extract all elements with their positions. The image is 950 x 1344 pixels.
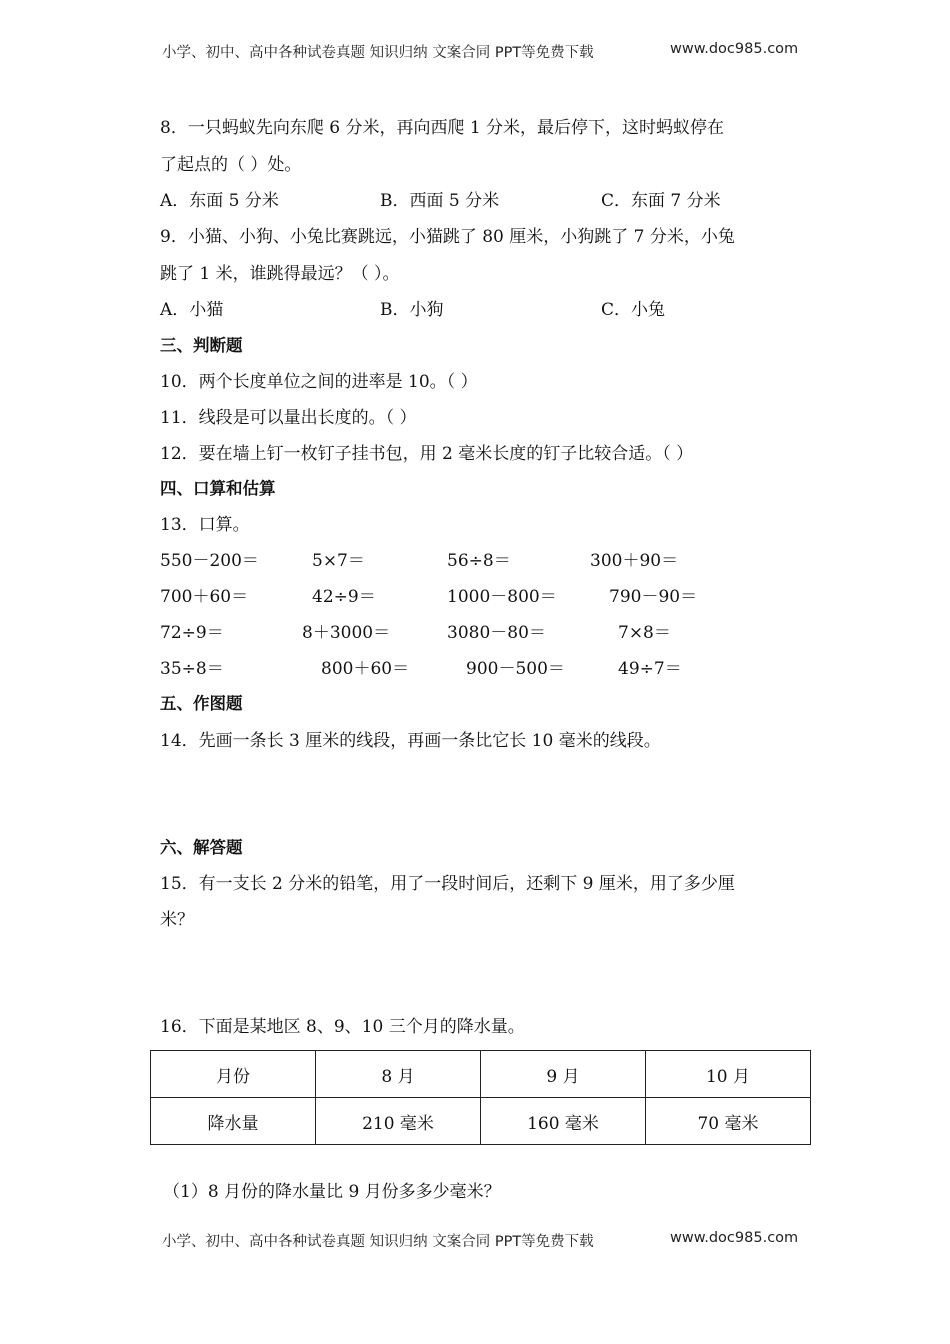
calc-item: 35÷8＝ bbox=[160, 659, 224, 679]
page-footer bbox=[162, 1230, 799, 1251]
table-header-cell: 9 月 bbox=[481, 1051, 646, 1098]
q12: 12．要在墙上钉一枚钉子挂书包，用 2 毫米长度的钉子比较合适。（ ） bbox=[160, 444, 694, 464]
calc-item: 5×7＝ bbox=[312, 551, 365, 571]
footer-url: www.doc985.com bbox=[670, 1230, 799, 1246]
q9-line2: 跳了 1 米，谁跳得最远？（ ）。 bbox=[160, 264, 400, 284]
q8-option-b: B．西面 5 分米 bbox=[380, 191, 500, 211]
q16-sub1: （1）8 月份的降水量比 9 月份多多少毫米？ bbox=[163, 1182, 501, 1202]
calc-item: 56÷8＝ bbox=[447, 551, 511, 571]
calc-item: 790－90＝ bbox=[609, 587, 698, 607]
q8-option-c: C．东面 7 分米 bbox=[601, 191, 721, 211]
section-3-title: 三、判断题 bbox=[160, 336, 243, 355]
table-cell: 160 毫米 bbox=[481, 1098, 646, 1145]
section-5-title: 五、作图题 bbox=[160, 694, 243, 713]
q15-line2: 米？ bbox=[160, 910, 194, 930]
calc-item: 42÷9＝ bbox=[312, 587, 376, 607]
header-url: www.doc985.com bbox=[670, 41, 799, 57]
table-header-cell: 10 月 bbox=[646, 1051, 811, 1098]
footer-tagline: 小学、初中、高中各种试卷真题 知识归纳 文案合同 PPT等免费下载 bbox=[162, 1234, 594, 1250]
q8-options bbox=[160, 189, 800, 213]
calc-item: 700＋60＝ bbox=[160, 587, 249, 607]
calc-item: 550－200＝ bbox=[160, 551, 259, 571]
calc-item: 7×8＝ bbox=[618, 623, 671, 643]
rainfall-table bbox=[150, 1050, 811, 1145]
q9-options bbox=[160, 298, 800, 322]
q10: 10．两个长度单位之间的进率是 10。（ ） bbox=[160, 372, 478, 392]
calc-item: 300＋90＝ bbox=[590, 551, 679, 571]
calc-item: 900－500＝ bbox=[466, 659, 565, 679]
q16-intro: 16．下面是某地区 8、9、10 三个月的降水量。 bbox=[160, 1017, 525, 1037]
page-header bbox=[162, 41, 799, 62]
calc-item: 8＋3000＝ bbox=[302, 623, 391, 643]
calc-item: 3080－80＝ bbox=[447, 623, 546, 643]
calc-item: 800＋60＝ bbox=[321, 659, 410, 679]
q9-line1: 9．小猫、小狗、小兔比赛跳远，小猫跳了 80 厘米，小狗跳了 7 分米，小兔 bbox=[160, 227, 735, 247]
q14: 14．先画一条长 3 厘米的线段，再画一条比它长 10 毫米的线段。 bbox=[160, 731, 661, 751]
table-cell: 70 毫米 bbox=[646, 1098, 811, 1145]
q13-title: 13．口算。 bbox=[160, 515, 250, 535]
table-cell: 210 毫米 bbox=[316, 1098, 481, 1145]
q9-option-a: A．小猫 bbox=[160, 300, 224, 320]
table-header-cell: 月份 bbox=[151, 1051, 316, 1098]
calc-item: 1000－800＝ bbox=[447, 587, 557, 607]
calc-item: 49÷7＝ bbox=[618, 659, 682, 679]
q8-line2: 了起点的（ ）处。 bbox=[160, 155, 302, 175]
q8-line1: 8．一只蚂蚁先向东爬 6 分米，再向西爬 1 分米，最后停下，这时蚂蚁停在 bbox=[160, 118, 725, 138]
table-header-row bbox=[151, 1051, 811, 1098]
section-6-title: 六、解答题 bbox=[160, 838, 243, 857]
q15-line1: 15．有一支长 2 分米的铅笔，用了一段时间后，还剩下 9 厘米，用了多少厘 bbox=[160, 874, 735, 894]
header-tagline: 小学、初中、高中各种试卷真题 知识归纳 文案合同 PPT等免费下载 bbox=[162, 45, 594, 61]
calc-item: 72÷9＝ bbox=[160, 623, 224, 643]
table-cell: 降水量 bbox=[151, 1098, 316, 1145]
section-4-title: 四、口算和估算 bbox=[160, 479, 276, 498]
q9-option-b: B．小狗 bbox=[380, 300, 444, 320]
table-header-cell: 8 月 bbox=[316, 1051, 481, 1098]
q9-option-c: C．小兔 bbox=[601, 300, 666, 320]
q8-option-a: A．东面 5 分米 bbox=[160, 191, 279, 211]
table-row bbox=[151, 1098, 811, 1145]
q11: 11．线段是可以量出长度的。（ ） bbox=[160, 408, 417, 428]
